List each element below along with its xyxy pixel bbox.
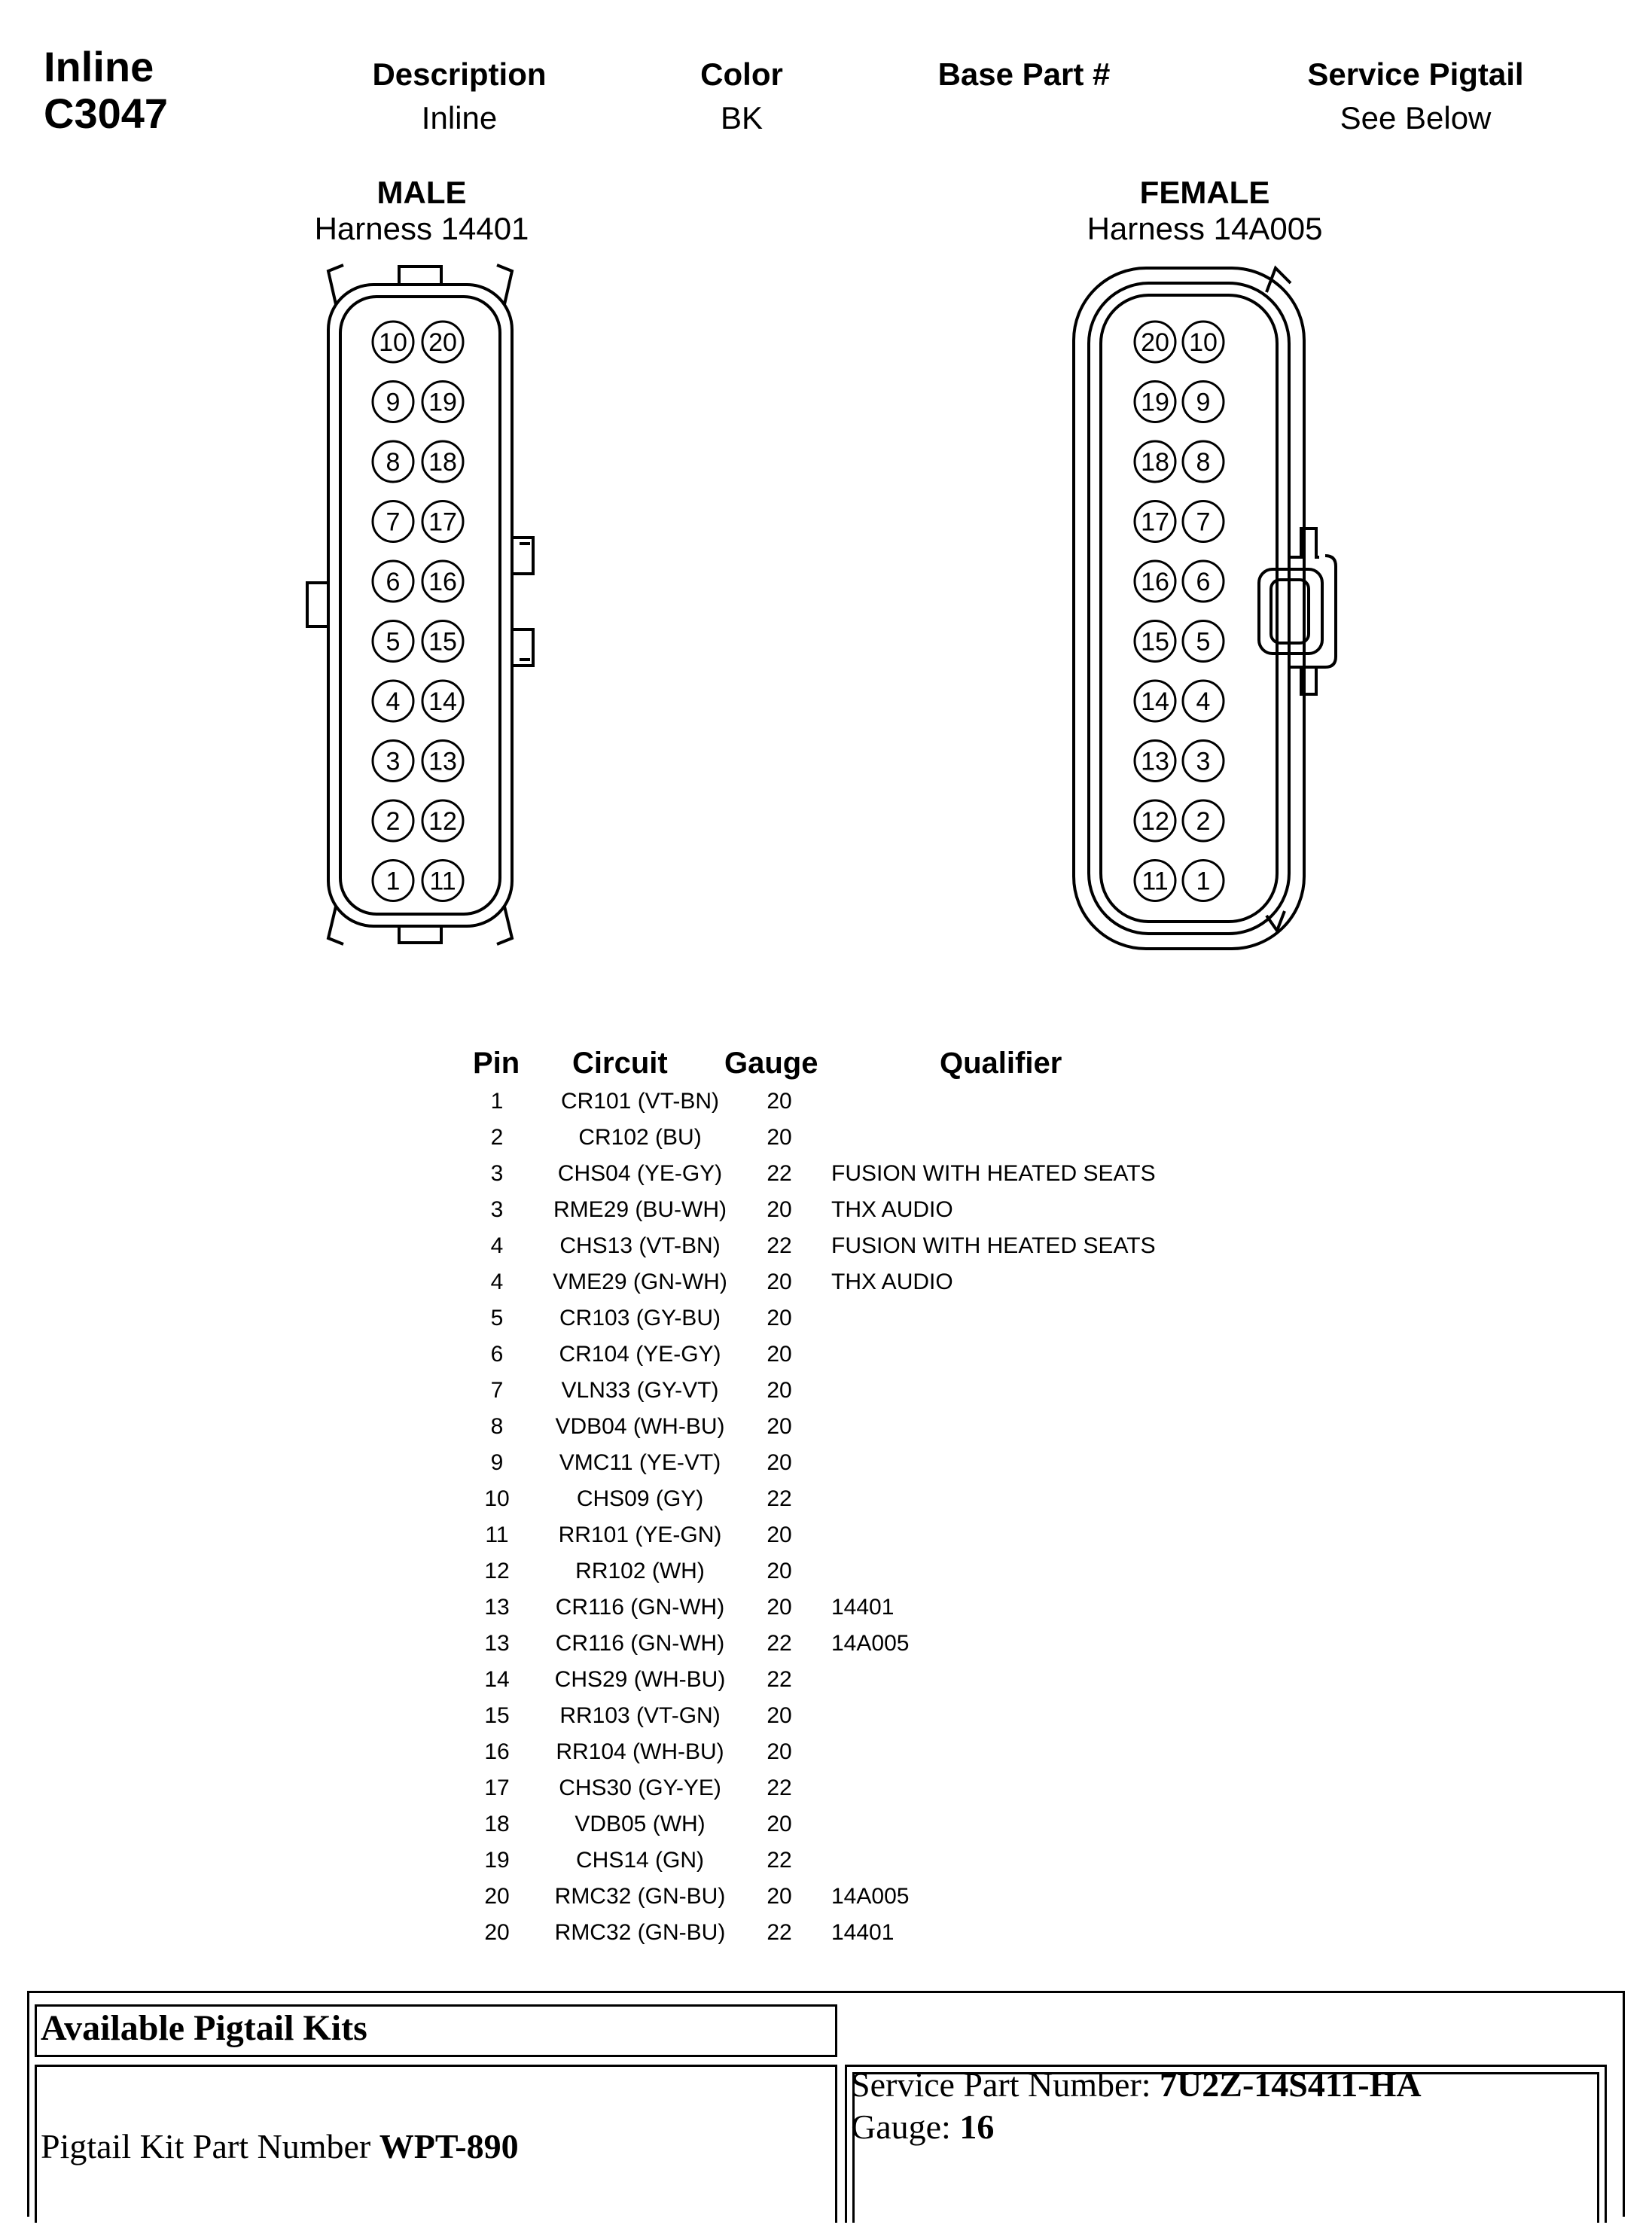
male-bottom-key bbox=[399, 926, 441, 943]
circuit-cell: CR103 (GY-BU) bbox=[559, 1306, 721, 1330]
connector-type: Inline bbox=[44, 43, 154, 90]
male-title: MALE bbox=[376, 175, 467, 210]
gauge-cell: 22 bbox=[767, 1848, 792, 1873]
gauge-cell: 22 bbox=[767, 1233, 792, 1258]
female-title: FEMALE bbox=[1139, 175, 1270, 210]
pin-cell: 8 bbox=[490, 1414, 504, 1439]
pin-number: 17 bbox=[1141, 507, 1169, 537]
service-gauge-label: Gauge: bbox=[851, 2108, 960, 2146]
pin-number: 20 bbox=[428, 328, 457, 357]
pin-cell: 1 bbox=[490, 1089, 504, 1114]
qualifier-cell: THX AUDIO bbox=[831, 1269, 953, 1294]
pin-number: 5 bbox=[1196, 627, 1211, 657]
qualifier-cell: FUSION WITH HEATED SEATS bbox=[831, 1233, 1156, 1258]
gauge-cell: 20 bbox=[767, 1342, 792, 1367]
pin-number: 7 bbox=[1196, 507, 1211, 537]
qualifier-header: Qualifier bbox=[940, 1047, 1062, 1080]
pin-cell: 7 bbox=[490, 1378, 504, 1403]
gauge-cell: 20 bbox=[767, 1559, 792, 1583]
pin-cell: 11 bbox=[485, 1522, 509, 1547]
pin-number: 12 bbox=[428, 807, 457, 836]
pin-cell: 12 bbox=[484, 1559, 510, 1583]
service-part-label: Service Part Number: bbox=[851, 2065, 1160, 2104]
gauge-cell: 20 bbox=[767, 1306, 792, 1330]
pin-cell: 6 bbox=[490, 1342, 504, 1367]
pin-cell: 5 bbox=[490, 1306, 504, 1330]
circuit-cell: RMC32 (GN-BU) bbox=[554, 1920, 726, 1945]
circuit-cell: CR102 (BU) bbox=[578, 1125, 702, 1150]
pin-cell: 10 bbox=[484, 1486, 510, 1511]
male-latch-marks bbox=[520, 544, 530, 660]
pin-number: 8 bbox=[386, 448, 401, 477]
pin-number: 19 bbox=[428, 388, 457, 417]
service-part-number bbox=[851, 2065, 1422, 2105]
pin-number: 19 bbox=[1141, 388, 1169, 417]
service-part-value: 7U2Z-14S411-HA bbox=[1160, 2065, 1422, 2104]
gauge-cell: 22 bbox=[767, 1667, 792, 1692]
pin-cell: 13 bbox=[484, 1631, 510, 1656]
pin-header: Pin bbox=[473, 1047, 520, 1080]
description-label: Description bbox=[372, 56, 547, 92]
pin-number: 2 bbox=[386, 807, 401, 836]
pin-number: 16 bbox=[428, 568, 457, 596]
male-side-tab bbox=[307, 583, 328, 626]
pin-number: 7 bbox=[386, 507, 401, 537]
connector-id: C3047 bbox=[44, 90, 169, 137]
circuit-cell: RR103 (VT-GN) bbox=[559, 1703, 721, 1728]
pin-cell: 4 bbox=[490, 1233, 504, 1258]
female-inner-shell bbox=[1101, 295, 1277, 922]
pin-cell: 17 bbox=[484, 1775, 510, 1800]
pin-number: 6 bbox=[386, 568, 401, 596]
circuit-cell: RME29 (BU-WH) bbox=[553, 1197, 727, 1222]
circuit-cell: VDB05 (WH) bbox=[575, 1812, 706, 1836]
pin-number: 18 bbox=[1141, 448, 1169, 477]
pin-cell: 3 bbox=[490, 1161, 504, 1186]
qualifier-cell: 14A005 bbox=[831, 1884, 910, 1909]
gauge-cell: 20 bbox=[767, 1269, 792, 1294]
pin-cell: 20 bbox=[484, 1884, 510, 1909]
qualifier-cell: 14401 bbox=[831, 1920, 895, 1945]
pin-number: 3 bbox=[386, 747, 401, 776]
connector-diagram bbox=[0, 0, 1652, 994]
gauge-cell: 20 bbox=[767, 1595, 792, 1620]
pin-number: 5 bbox=[386, 627, 401, 657]
circuit-cell: CR101 (VT-BN) bbox=[560, 1089, 720, 1114]
female-latch-post-bottom bbox=[1289, 667, 1316, 694]
pin-number: 10 bbox=[379, 328, 407, 357]
gauge-cell: 22 bbox=[767, 1161, 792, 1186]
kits-title: Available Pigtail Kits bbox=[41, 2008, 367, 2048]
circuit-cell: RR102 (WH) bbox=[575, 1559, 705, 1583]
kit-part-value: WPT-890 bbox=[379, 2127, 519, 2166]
circuit-cell: CHS30 (GY-YE) bbox=[559, 1775, 721, 1800]
gauge-cell: 22 bbox=[767, 1486, 792, 1511]
kit-part-label: Pigtail Kit Part Number bbox=[41, 2127, 379, 2166]
pin-cell: 4 bbox=[490, 1269, 504, 1294]
circuit-cell: RR101 (YE-GN) bbox=[558, 1522, 722, 1547]
male-pin-grid bbox=[373, 322, 463, 901]
circuit-cell: CHS09 (GY) bbox=[576, 1486, 704, 1511]
gauge-header: Gauge bbox=[724, 1047, 818, 1080]
pin-number: 15 bbox=[1141, 627, 1169, 657]
circuit-cell: RR104 (WH-BU) bbox=[556, 1739, 724, 1764]
gauge-cell: 20 bbox=[767, 1450, 792, 1475]
female-corner-clip-tr bbox=[1266, 268, 1291, 292]
female-pin-grid bbox=[1135, 322, 1224, 901]
circuit-cell: VMC11 (YE-VT) bbox=[559, 1450, 721, 1475]
male-top-key bbox=[399, 267, 441, 285]
qualifier-cell: 14A005 bbox=[831, 1631, 910, 1656]
pin-cell: 13 bbox=[484, 1595, 510, 1620]
circuit-cell: CHS04 (YE-GY) bbox=[557, 1161, 723, 1186]
gauge-cell: 20 bbox=[767, 1089, 792, 1114]
pin-number: 8 bbox=[1196, 448, 1211, 477]
male-outer-shell bbox=[328, 285, 512, 926]
pin-number: 3 bbox=[1196, 747, 1211, 776]
pin-cell: 14 bbox=[484, 1667, 510, 1692]
pin-number: 15 bbox=[428, 627, 457, 657]
pin-number: 18 bbox=[428, 448, 457, 477]
base-part-label: Base Part # bbox=[937, 56, 1111, 92]
gauge-cell: 22 bbox=[767, 1631, 792, 1656]
pin-number: 11 bbox=[429, 867, 456, 896]
service-gauge-value: 16 bbox=[959, 2108, 995, 2146]
color-value: BK bbox=[720, 100, 764, 136]
pin-number: 1 bbox=[1196, 867, 1211, 896]
pin-cell: 9 bbox=[490, 1450, 504, 1475]
circuit-cell: VDB04 (WH-BU) bbox=[555, 1414, 725, 1439]
circuit-cell: VME29 (GN-WH) bbox=[553, 1269, 727, 1294]
pin-cell: 18 bbox=[484, 1812, 510, 1836]
pin-number: 13 bbox=[428, 747, 457, 776]
circuit-cell: RMC32 (GN-BU) bbox=[554, 1884, 726, 1909]
gauge-cell: 20 bbox=[767, 1522, 792, 1547]
description-value: Inline bbox=[421, 100, 498, 136]
pin-cell: 3 bbox=[490, 1197, 504, 1222]
pin-number: 4 bbox=[386, 687, 401, 716]
pin-number: 10 bbox=[1189, 328, 1218, 357]
pin-number: 9 bbox=[386, 388, 401, 417]
gauge-cell: 20 bbox=[767, 1739, 792, 1764]
circuit-cell: CHS29 (WH-BU) bbox=[554, 1667, 726, 1692]
circuit-cell: CR104 (YE-GY) bbox=[559, 1342, 721, 1367]
circuit-cell: CR116 (GN-WH) bbox=[555, 1595, 725, 1620]
pin-number: 9 bbox=[1196, 388, 1211, 417]
gauge-cell: 20 bbox=[767, 1812, 792, 1836]
color-label: Color bbox=[700, 56, 783, 92]
pin-number: 11 bbox=[1141, 867, 1169, 896]
pin-cell: 2 bbox=[490, 1125, 504, 1150]
qualifier-cell: THX AUDIO bbox=[831, 1197, 953, 1222]
pin-cell: 19 bbox=[484, 1848, 510, 1873]
pin-cell: 20 bbox=[484, 1920, 510, 1945]
female-harness: Harness 14A005 bbox=[1087, 211, 1323, 246]
circuit-cell: CHS13 (VT-BN) bbox=[559, 1233, 721, 1258]
female-connector bbox=[1074, 268, 1336, 949]
gauge-cell: 22 bbox=[767, 1920, 792, 1945]
pin-number: 6 bbox=[1196, 568, 1211, 596]
pin-number: 14 bbox=[428, 687, 457, 716]
service-pigtail-value: See Below bbox=[1340, 100, 1492, 136]
circuit-header: Circuit bbox=[572, 1047, 668, 1080]
pin-cell: 16 bbox=[484, 1739, 510, 1764]
male-harness: Harness 14401 bbox=[314, 211, 529, 246]
gauge-cell: 20 bbox=[767, 1884, 792, 1909]
circuit-cell: CHS14 (GN) bbox=[575, 1848, 705, 1873]
pin-number: 13 bbox=[1141, 747, 1169, 776]
qualifier-cell: FUSION WITH HEATED SEATS bbox=[831, 1161, 1156, 1186]
kit-part-number bbox=[41, 2126, 519, 2166]
circuit-cell: CR116 (GN-WH) bbox=[555, 1631, 725, 1656]
service-pigtail-label: Service Pigtail bbox=[1307, 56, 1524, 92]
male-connector bbox=[307, 265, 533, 944]
service-gauge bbox=[851, 2107, 994, 2147]
pin-number: 20 bbox=[1141, 328, 1169, 357]
gauge-cell: 20 bbox=[767, 1414, 792, 1439]
pin-cell: 15 bbox=[484, 1703, 510, 1728]
pin-number: 1 bbox=[386, 867, 401, 896]
gauge-cell: 20 bbox=[767, 1703, 792, 1728]
male-inner-shell bbox=[340, 297, 500, 914]
pin-number: 14 bbox=[1141, 687, 1169, 716]
circuit-cell: VLN33 (GY-VT) bbox=[561, 1378, 719, 1403]
pin-number: 4 bbox=[1196, 687, 1211, 716]
gauge-cell: 20 bbox=[767, 1378, 792, 1403]
pin-number: 12 bbox=[1141, 807, 1169, 836]
qualifier-cell: 14401 bbox=[831, 1595, 895, 1620]
pin-number: 16 bbox=[1141, 568, 1169, 596]
pin-number: 17 bbox=[428, 507, 457, 537]
pin-number: 2 bbox=[1196, 807, 1211, 836]
gauge-cell: 20 bbox=[767, 1125, 792, 1150]
female-latch-arm bbox=[1289, 556, 1336, 667]
gauge-cell: 22 bbox=[767, 1775, 792, 1800]
gauge-cell: 20 bbox=[767, 1197, 792, 1222]
